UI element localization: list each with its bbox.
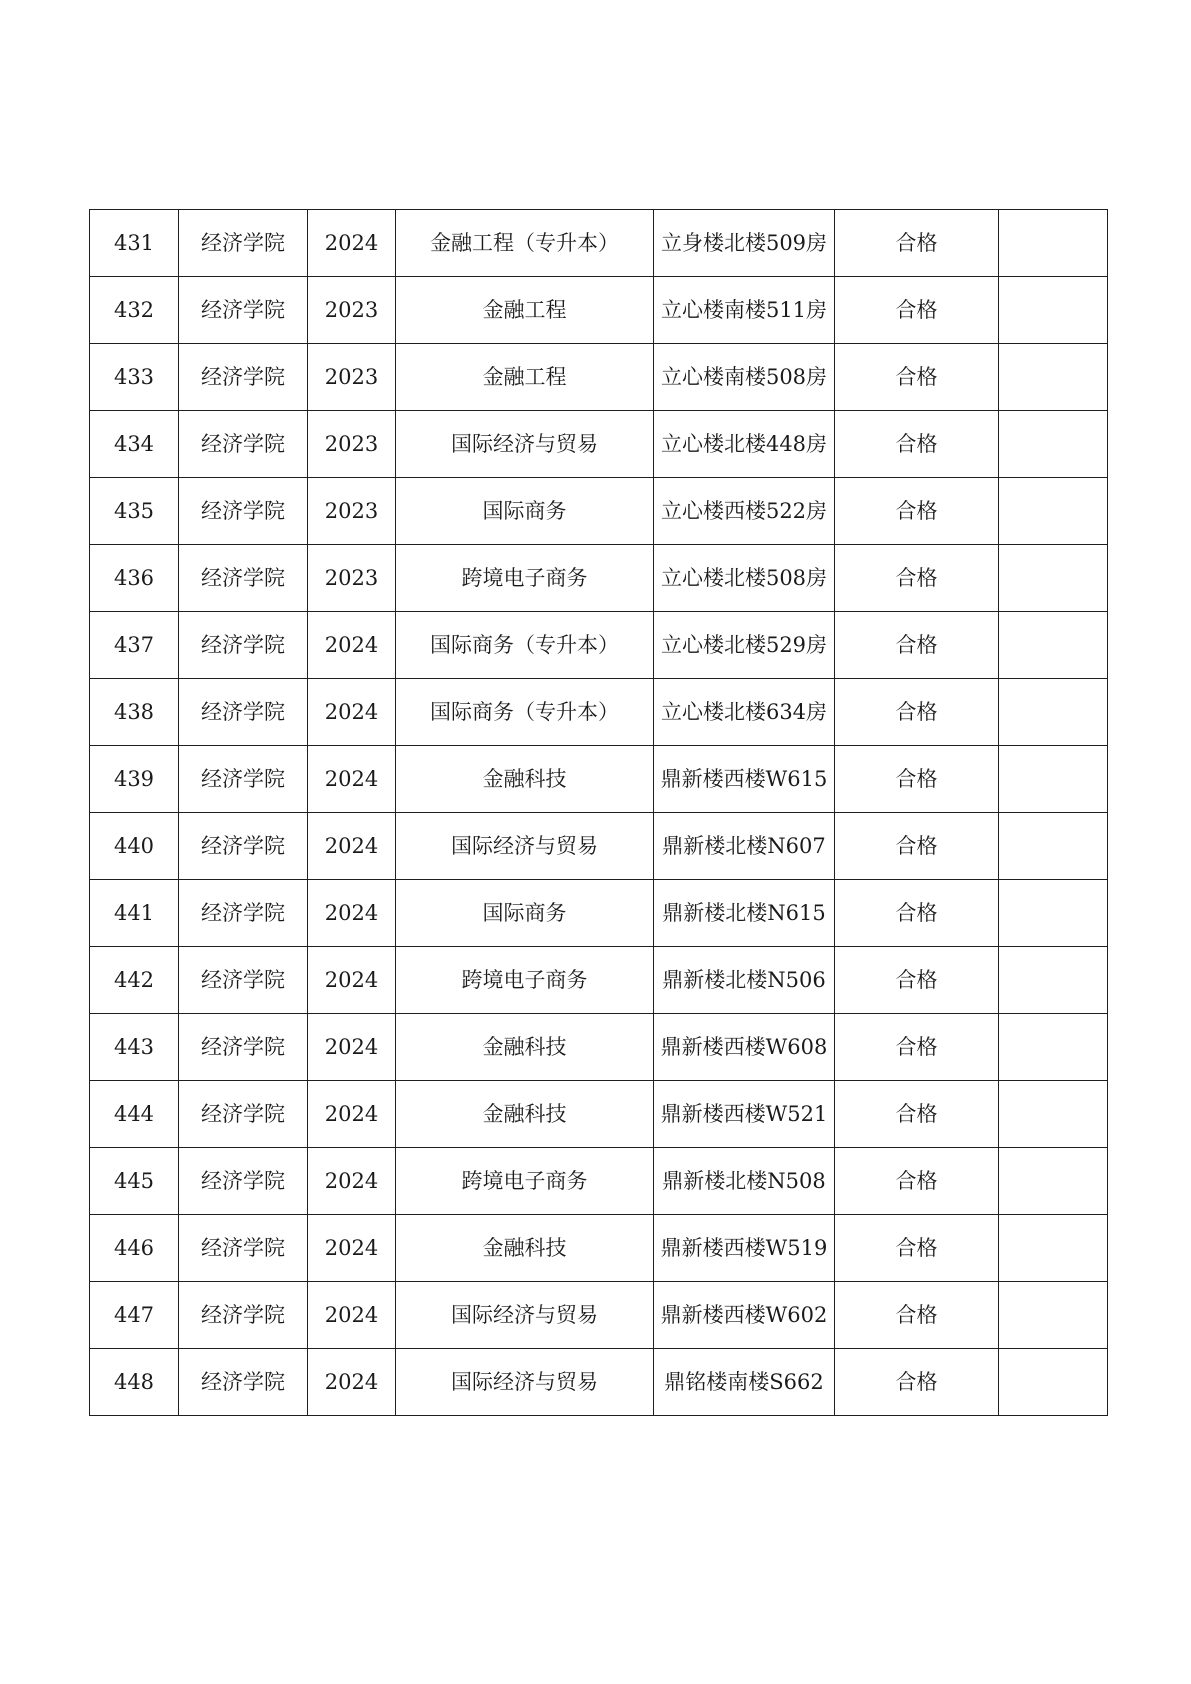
remark-cell: [999, 545, 1108, 612]
room-cell: 鼎新楼北楼N508: [654, 1148, 835, 1215]
year-cell: 2023: [308, 545, 396, 612]
year-cell: 2024: [308, 880, 396, 947]
year-cell: 2024: [308, 1148, 396, 1215]
row-number-cell: 433: [90, 344, 179, 411]
remark-cell: [999, 612, 1108, 679]
inspection-result-table: [89, 209, 1108, 1416]
row-number-cell: 445: [90, 1148, 179, 1215]
major-cell: 金融科技: [396, 1215, 654, 1282]
college-cell: 经济学院: [179, 478, 308, 545]
year-cell: 2023: [308, 478, 396, 545]
row-number-cell: 446: [90, 1215, 179, 1282]
remark-cell: [999, 947, 1108, 1014]
major-cell: 金融工程（专升本）: [396, 210, 654, 277]
major-cell: 国际商务（专升本）: [396, 612, 654, 679]
major-cell: 国际商务: [396, 478, 654, 545]
result-cell: 合格: [835, 411, 999, 478]
result-cell: 合格: [835, 813, 999, 880]
result-cell: 合格: [835, 1349, 999, 1416]
row-number-cell: 432: [90, 277, 179, 344]
year-cell: 2024: [308, 1215, 396, 1282]
college-cell: 经济学院: [179, 1282, 308, 1349]
table-row: [90, 612, 1108, 679]
result-cell: 合格: [835, 746, 999, 813]
remark-cell: [999, 746, 1108, 813]
table-row: [90, 1014, 1108, 1081]
year-cell: 2024: [308, 746, 396, 813]
room-cell: 立心楼北楼448房: [654, 411, 835, 478]
result-cell: 合格: [835, 1081, 999, 1148]
remark-cell: [999, 277, 1108, 344]
year-cell: 2023: [308, 411, 396, 478]
result-cell: 合格: [835, 679, 999, 746]
table-row: [90, 277, 1108, 344]
row-number-cell: 444: [90, 1081, 179, 1148]
major-cell: 跨境电子商务: [396, 947, 654, 1014]
room-cell: 立心楼西楼522房: [654, 478, 835, 545]
major-cell: 国际经济与贸易: [396, 411, 654, 478]
major-cell: 金融科技: [396, 1014, 654, 1081]
room-cell: 立心楼北楼508房: [654, 545, 835, 612]
result-cell: 合格: [835, 1014, 999, 1081]
college-cell: 经济学院: [179, 210, 308, 277]
room-cell: 立心楼南楼508房: [654, 344, 835, 411]
major-cell: 国际经济与贸易: [396, 1282, 654, 1349]
room-cell: 鼎铭楼南楼S662: [654, 1349, 835, 1416]
year-cell: 2023: [308, 277, 396, 344]
result-cell: 合格: [835, 277, 999, 344]
table-row: [90, 947, 1108, 1014]
table-row: [90, 813, 1108, 880]
room-cell: 鼎新楼北楼N506: [654, 947, 835, 1014]
college-cell: 经济学院: [179, 612, 308, 679]
row-number-cell: 438: [90, 679, 179, 746]
room-cell: 鼎新楼西楼W608: [654, 1014, 835, 1081]
table-row: [90, 210, 1108, 277]
remark-cell: [999, 1282, 1108, 1349]
room-cell: 鼎新楼西楼W615: [654, 746, 835, 813]
result-cell: 合格: [835, 478, 999, 545]
table-row: [90, 746, 1108, 813]
college-cell: 经济学院: [179, 277, 308, 344]
remark-cell: [999, 210, 1108, 277]
table-body: [90, 210, 1108, 1416]
major-cell: 国际商务（专升本）: [396, 679, 654, 746]
remark-cell: [999, 1148, 1108, 1215]
result-cell: 合格: [835, 545, 999, 612]
table-row: [90, 880, 1108, 947]
row-number-cell: 441: [90, 880, 179, 947]
major-cell: 跨境电子商务: [396, 1148, 654, 1215]
table-row: [90, 1215, 1108, 1282]
remark-cell: [999, 1215, 1108, 1282]
remark-cell: [999, 1014, 1108, 1081]
row-number-cell: 443: [90, 1014, 179, 1081]
result-cell: 合格: [835, 880, 999, 947]
year-cell: 2024: [308, 1081, 396, 1148]
college-cell: 经济学院: [179, 1215, 308, 1282]
room-cell: 立心楼北楼634房: [654, 679, 835, 746]
college-cell: 经济学院: [179, 1349, 308, 1416]
year-cell: 2023: [308, 344, 396, 411]
room-cell: 鼎新楼西楼W602: [654, 1282, 835, 1349]
major-cell: 金融科技: [396, 746, 654, 813]
result-cell: 合格: [835, 947, 999, 1014]
remark-cell: [999, 880, 1108, 947]
major-cell: 金融工程: [396, 344, 654, 411]
college-cell: 经济学院: [179, 545, 308, 612]
result-cell: 合格: [835, 1282, 999, 1349]
major-cell: 国际经济与贸易: [396, 813, 654, 880]
row-number-cell: 435: [90, 478, 179, 545]
year-cell: 2024: [308, 1282, 396, 1349]
college-cell: 经济学院: [179, 679, 308, 746]
year-cell: 2024: [308, 210, 396, 277]
college-cell: 经济学院: [179, 746, 308, 813]
college-cell: 经济学院: [179, 1148, 308, 1215]
major-cell: 金融工程: [396, 277, 654, 344]
table-row: [90, 545, 1108, 612]
major-cell: 跨境电子商务: [396, 545, 654, 612]
row-number-cell: 437: [90, 612, 179, 679]
major-cell: 金融科技: [396, 1081, 654, 1148]
college-cell: 经济学院: [179, 411, 308, 478]
row-number-cell: 447: [90, 1282, 179, 1349]
room-cell: 鼎新楼西楼W521: [654, 1081, 835, 1148]
row-number-cell: 442: [90, 947, 179, 1014]
major-cell: 国际商务: [396, 880, 654, 947]
college-cell: 经济学院: [179, 1014, 308, 1081]
remark-cell: [999, 478, 1108, 545]
table-row: [90, 411, 1108, 478]
college-cell: 经济学院: [179, 1081, 308, 1148]
table-row: [90, 1282, 1108, 1349]
row-number-cell: 436: [90, 545, 179, 612]
result-cell: 合格: [835, 344, 999, 411]
room-cell: 鼎新楼西楼W519: [654, 1215, 835, 1282]
table-row: [90, 1081, 1108, 1148]
result-cell: 合格: [835, 210, 999, 277]
year-cell: 2024: [308, 612, 396, 679]
college-cell: 经济学院: [179, 813, 308, 880]
college-cell: 经济学院: [179, 880, 308, 947]
remark-cell: [999, 411, 1108, 478]
remark-cell: [999, 1349, 1108, 1416]
table-row: [90, 1349, 1108, 1416]
remark-cell: [999, 679, 1108, 746]
row-number-cell: 439: [90, 746, 179, 813]
room-cell: 立身楼北楼509房: [654, 210, 835, 277]
table-row: [90, 1148, 1108, 1215]
year-cell: 2024: [308, 679, 396, 746]
major-cell: 国际经济与贸易: [396, 1349, 654, 1416]
room-cell: 鼎新楼北楼N607: [654, 813, 835, 880]
year-cell: 2024: [308, 813, 396, 880]
year-cell: 2024: [308, 947, 396, 1014]
remark-cell: [999, 1081, 1108, 1148]
room-cell: 立心楼南楼511房: [654, 277, 835, 344]
result-cell: 合格: [835, 612, 999, 679]
table-row: [90, 679, 1108, 746]
remark-cell: [999, 813, 1108, 880]
row-number-cell: 431: [90, 210, 179, 277]
remark-cell: [999, 344, 1108, 411]
college-cell: 经济学院: [179, 947, 308, 1014]
room-cell: 鼎新楼北楼N615: [654, 880, 835, 947]
result-cell: 合格: [835, 1148, 999, 1215]
result-cell: 合格: [835, 1215, 999, 1282]
row-number-cell: 448: [90, 1349, 179, 1416]
row-number-cell: 434: [90, 411, 179, 478]
college-cell: 经济学院: [179, 344, 308, 411]
row-number-cell: 440: [90, 813, 179, 880]
year-cell: 2024: [308, 1014, 396, 1081]
table-row: [90, 344, 1108, 411]
room-cell: 立心楼北楼529房: [654, 612, 835, 679]
table-row: [90, 478, 1108, 545]
year-cell: 2024: [308, 1349, 396, 1416]
